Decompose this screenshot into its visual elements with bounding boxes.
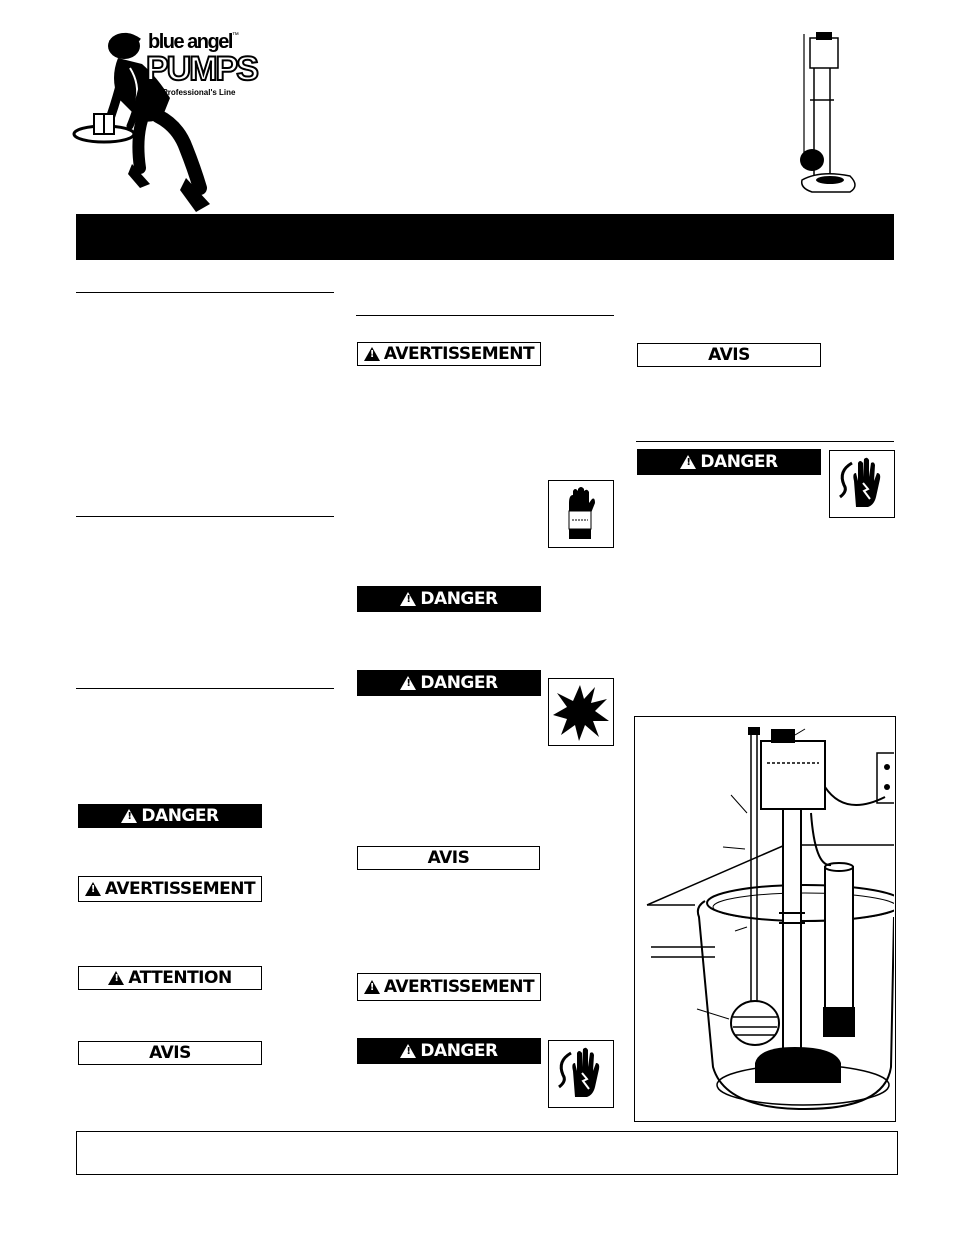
logo-tagline: The Professional's Line: [146, 88, 236, 97]
electric-shock-hand-icon: [829, 450, 895, 518]
warning-triangle-icon: !: [85, 882, 101, 896]
glove-icon: [548, 480, 614, 548]
footer-box: [76, 1131, 898, 1175]
caution-text: ATTENTION: [128, 968, 232, 988]
warning-text: AVERTISSEMENT: [383, 977, 535, 997]
warning-text: AVERTISSEMENT: [383, 344, 535, 364]
warning-signal-label: [357, 973, 541, 1001]
col1-rule-2: [76, 516, 334, 517]
logo-trademark: ™: [231, 32, 239, 39]
caution-signal-label: [78, 966, 262, 990]
electric-shock-hand-icon: [548, 1040, 614, 1108]
danger-text: DANGER: [420, 673, 498, 693]
warning-triangle-icon: !: [364, 347, 380, 361]
danger-signal-label: [78, 804, 262, 828]
danger-text: DANGER: [420, 589, 498, 609]
danger-text: DANGER: [700, 452, 778, 472]
warning-triangle-icon: !: [400, 676, 416, 690]
warning-triangle-icon: !: [364, 980, 380, 994]
warning-triangle-icon: !: [400, 1044, 416, 1058]
danger-signal-label: [357, 586, 541, 612]
notice-signal-label: [637, 343, 821, 367]
explosion-icon: [548, 678, 614, 746]
logo-line2: PUMPS: [146, 50, 257, 88]
danger-signal-label: [637, 449, 821, 475]
danger-signal-label: [357, 670, 541, 696]
warning-signal-label: [78, 876, 262, 902]
notice-signal-label: [357, 846, 540, 870]
warning-text: AVERTISSEMENT: [104, 879, 256, 899]
sump-installation-diagram: [634, 716, 896, 1122]
notice-text: AVIS: [149, 1043, 191, 1063]
col3-rule-1: [636, 441, 894, 442]
pedestal-pump-illustration: [790, 28, 870, 198]
notice-signal-label: [78, 1041, 262, 1065]
danger-text: DANGER: [141, 806, 219, 826]
title-bar: [76, 214, 894, 260]
col2-rule-1: [356, 315, 614, 316]
warning-triangle-icon: !: [680, 455, 696, 469]
col1-rule-3: [76, 688, 334, 689]
warning-triangle-icon: !: [121, 809, 137, 823]
danger-text: DANGER: [420, 1041, 498, 1061]
notice-text: AVIS: [708, 345, 750, 365]
danger-signal-label: [357, 1038, 541, 1064]
brand-logo: [70, 28, 257, 214]
col1-rule-1: [76, 292, 334, 293]
logo-line1: blue angel: [148, 31, 232, 53]
warning-triangle-icon: !: [400, 592, 416, 606]
notice-text: AVIS: [427, 848, 470, 868]
warning-triangle-icon: !: [108, 971, 124, 985]
warning-signal-label: [357, 342, 541, 366]
